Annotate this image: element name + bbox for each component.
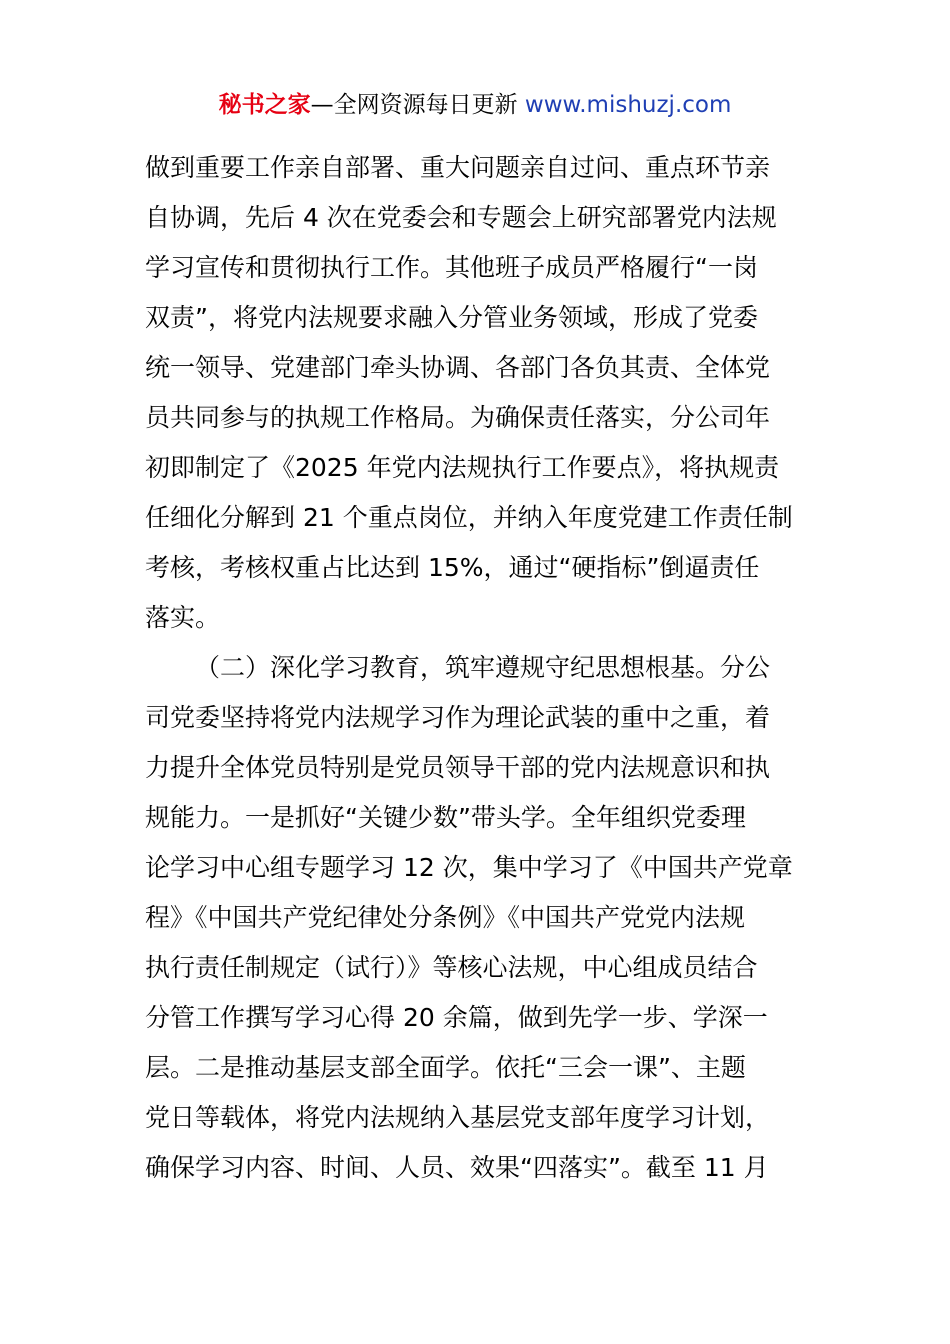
text-line: 做到重要工作亲自部署、重大问题亲自过问、重点环节亲 xyxy=(145,153,771,182)
text-line: 规能力。一是抓好“关键少数”带头学。全年组织党委理 xyxy=(145,803,746,832)
text-line: 落实。 xyxy=(145,603,221,632)
document-body xyxy=(145,143,810,1193)
brand-name: 秘书之家 xyxy=(218,92,311,118)
text-line: 党日等载体，将党内法规纳入基层党支部年度学习计划， xyxy=(145,1103,771,1132)
site-url-link[interactable]: www.mishuzj.com xyxy=(524,92,732,118)
text-line: 考核，考核权重占比达到 15%，通过“硬指标”倒逼责任 xyxy=(145,553,760,582)
text-line: 层。二是推动基层支部全面学。依托“三会一课”、主题 xyxy=(145,1053,746,1082)
header-tagline: —全网资源每日更新 xyxy=(310,92,525,118)
text-line: 分管工作撰写学习心得 20 余篇，做到先学一步、学深一 xyxy=(145,1003,768,1032)
page-header xyxy=(0,88,950,122)
text-line: 论学习中心组专题学习 12 次，集中学习了《中国共产党章 xyxy=(145,853,793,882)
text-line: 初即制定了《2025 年党内法规执行工作要点》，将执规责 xyxy=(145,453,780,482)
text-line: 自协调，先后 4 次在党委会和专题会上研究部署党内法规 xyxy=(145,203,777,232)
text-line: 程》《中国共产党纪律处分条例》《中国共产党党内法规 xyxy=(145,903,746,932)
text-line: 任细化分解到 21 个重点岗位，并纳入年度党建工作责任制 xyxy=(145,503,793,532)
section-heading-line: （二）深化学习教育，筑牢遵规守纪思想根基。分公 xyxy=(195,653,771,682)
text-line: 统一领导、党建部门牵头协调、各部门各负其责、全体党 xyxy=(145,353,771,382)
text-line: 双责”，将党内法规要求融入分管业务领域，形成了党委 xyxy=(145,303,758,332)
text-line: 执行责任制规定（试行）》等核心法规，中心组成员结合 xyxy=(145,953,758,982)
text-line: 员共同参与的执规工作格局。为确保责任落实，分公司年 xyxy=(145,403,771,432)
text-line: 力提升全体党员特别是党员领导干部的党内法规意识和执 xyxy=(145,753,771,782)
text-line: 司党委坚持将党内法规学习作为理论武装的重中之重，着 xyxy=(145,703,771,732)
text-line: 确保学习内容、时间、人员、效果“四落实”。截至 11 月 xyxy=(145,1153,769,1182)
text-line: 学习宣传和贯彻执行工作。其他班子成员严格履行“一岗 xyxy=(145,253,758,282)
